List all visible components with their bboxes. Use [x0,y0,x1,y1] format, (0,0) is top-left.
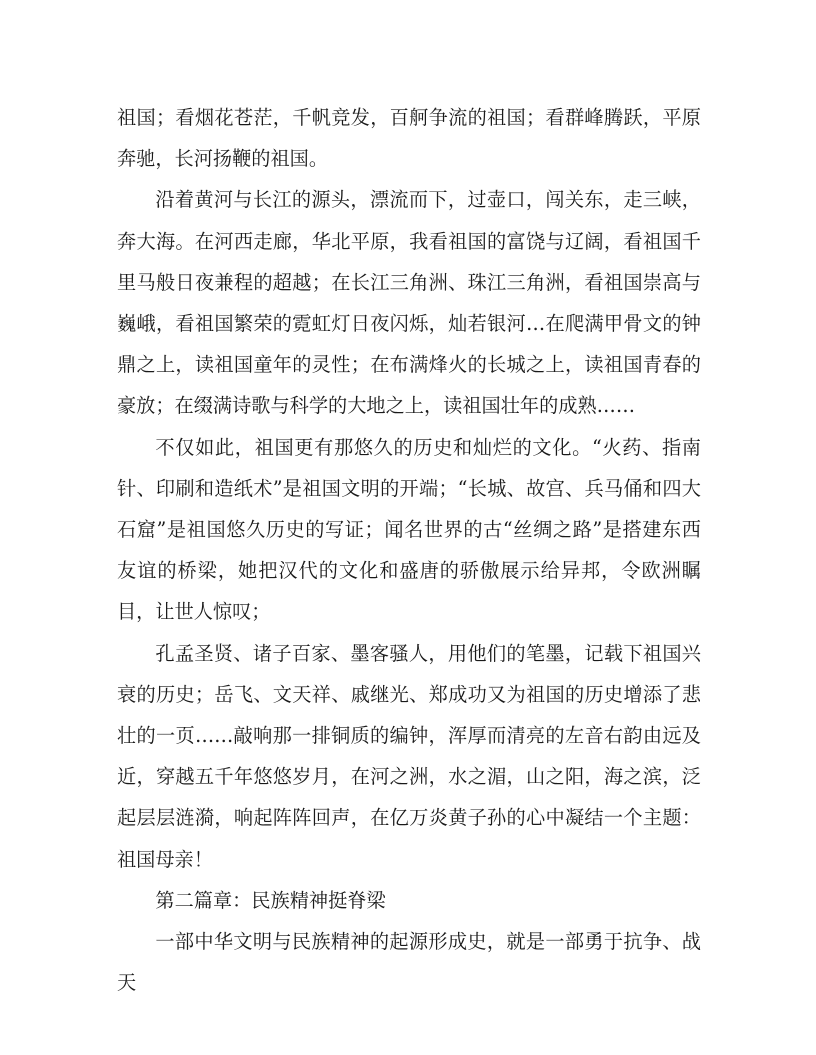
document-body [117,97,701,1003]
paragraph-1: 祖国；看烟花苍茫，千帆竞发，百舸争流的祖国；看群峰腾跃，平原奔驰，长河扬鞭的祖国。 [117,106,701,171]
paragraph-5: 一部中华文明与民族精神的起源形成史，就是一部勇于抗争、战天 [117,930,701,995]
paragraph-3: 不仅如此，祖国更有那悠久的历史和灿烂的文化。“火药、指南针、印刷和造纸术”是祖国文明的开端；“长城、故宫、兵马俑和四大石窟”是祖国悠久历史的写证；闻名世界的古“丝绸之路”是搭建东西友谊的桥梁，她把汉代的文化和盛唐的骄傲展示给异邦，令欧洲瞩目，让世人惊叹； [117,435,701,624]
paragraph-2: 沿着黄河与长江的源头，漂流而下，过壶口，闯关东，走三峡，奔大海。在河西走廊，华北平原，我看祖国的富饶与辽阔，看祖国千里马般日夜兼程的超越；在长江三角洲、珠江三角洲，看祖国崇高与巍峨，看祖国繁荣的霓虹灯日夜闪烁，灿若银河…在爬满甲骨文的钟鼎之上，读祖国童年的灵性；在布满烽火的长城之上，读祖国青春的豪放；在缀满诗歌与科学的大地之上，读祖国壮年的成熟…… [117,188,701,418]
paragraph-4: 孔孟圣贤、诸子百家、墨客骚人，用他们的笔墨，记载下祖国兴衰的历史；岳飞、文天祥、戚继光、郑成功又为祖国的历史增添了悲壮的一页……敲响那一排铜质的编钟，浑厚而清亮的左音右韵由远及近，穿越五千年悠悠岁月，在河之洲，水之湄，山之阳，海之滨，泛起层层涟漪，响起阵阵回声，在亿万炎黄子孙的心中凝结一个主题：祖国母亲！ [117,641,701,871]
section-heading: 第二篇章：民族精神挺脊梁 [155,888,386,912]
